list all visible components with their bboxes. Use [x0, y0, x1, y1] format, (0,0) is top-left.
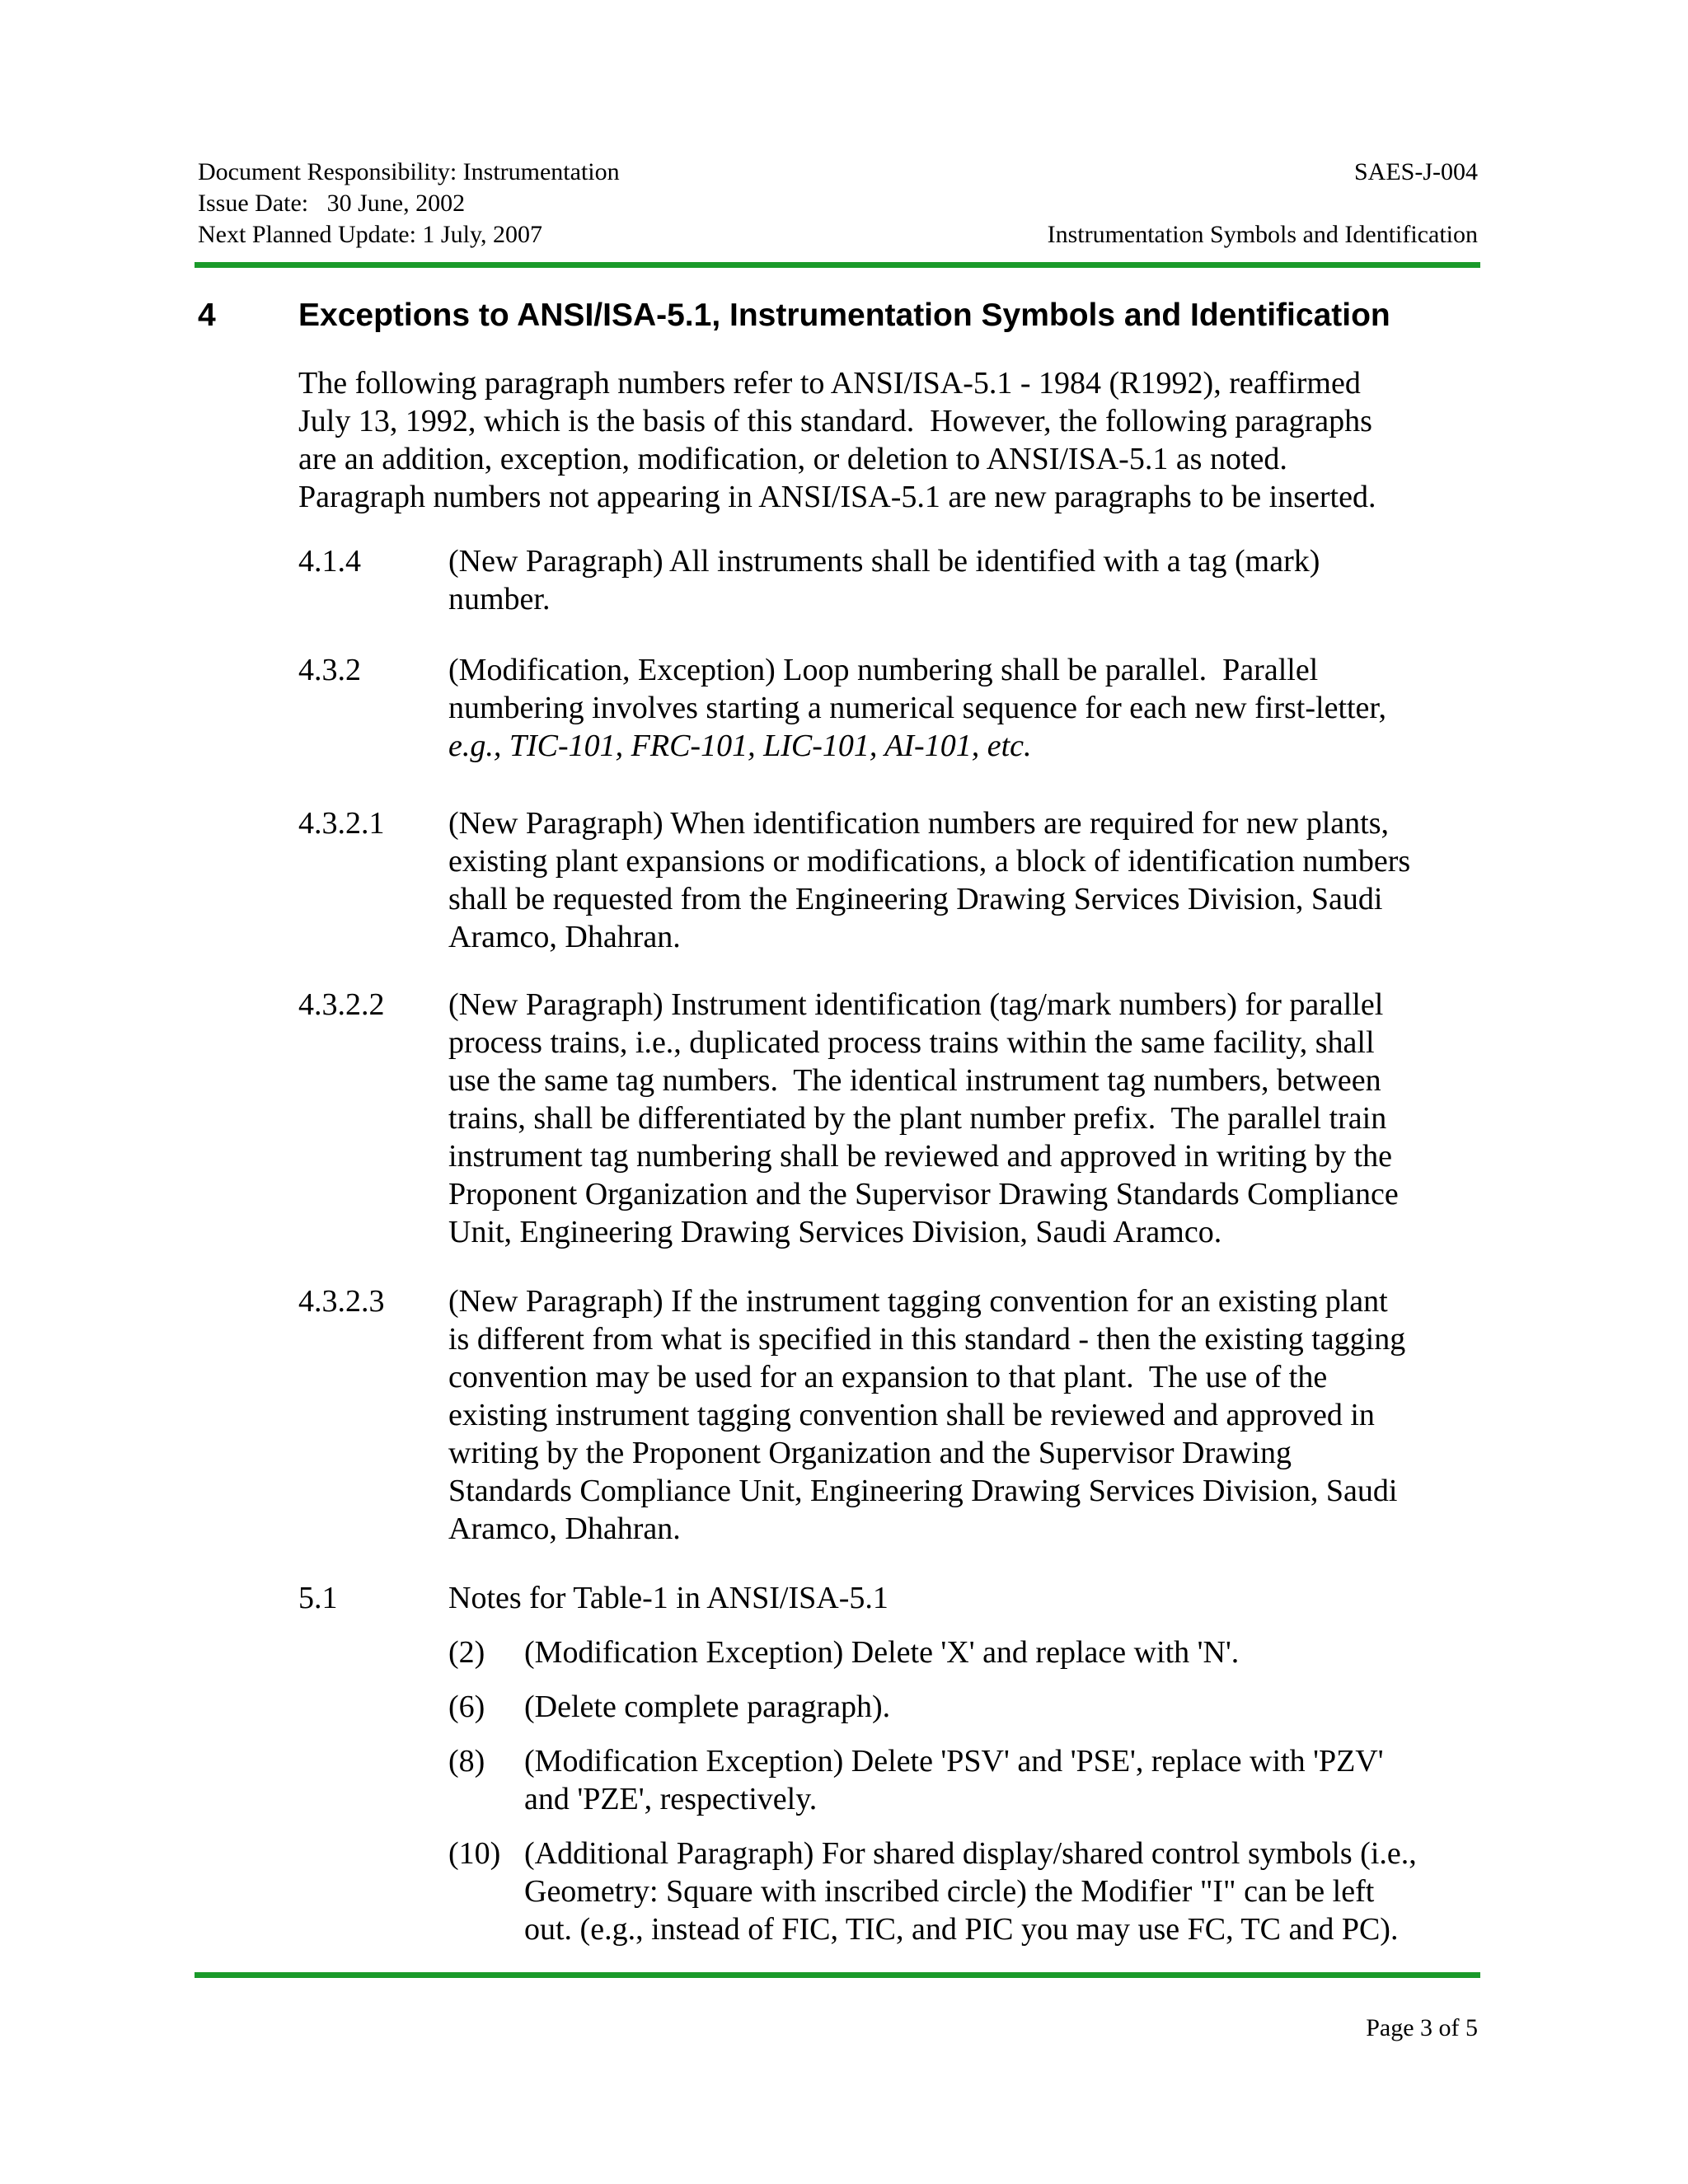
section-title: Exceptions to ANSI/ISA-5.1, Instrumentation Symbols and Identification — [298, 298, 1390, 333]
paragraph-text — [448, 986, 1495, 1251]
paragraph-number: 4.3.2.2 — [298, 987, 385, 1022]
paragraph-line: Standards Compliance Unit, Engineering Drawing Services Division, Saudi — [448, 1474, 1398, 1508]
paragraph-text — [448, 542, 1495, 618]
paragraph-line: use the same tag numbers. The identical instrument tag numbers, between — [448, 1063, 1381, 1098]
note-number: (8) — [448, 1744, 485, 1779]
paragraph-line: existing plant expansions or modifications, a block of identification numbers — [448, 844, 1411, 879]
paragraph-line: Unit, Engineering Drawing Services Division, Saudi Aramco. — [448, 1215, 1222, 1249]
paragraph-line: (New Paragraph) Instrument identification (tag/mark numbers) for parallel — [448, 987, 1384, 1022]
paragraph-text — [448, 804, 1495, 956]
note-line: (Modification Exception) Delete 'PSV' and 'PSE', replace with 'PZV' — [524, 1744, 1384, 1779]
note-text — [524, 1633, 1489, 1671]
header-rule — [195, 262, 1480, 268]
paragraph-line: is different from what is specified in this standard - then the existing tagging — [448, 1322, 1406, 1357]
paragraph-line: numbering involves starting a numerical sequence for each new first-letter, — [448, 691, 1387, 725]
doc-title: Instrumentation Symbols and Identification — [1047, 221, 1478, 248]
paragraph-line: (New Paragraph) When identification numbers are required for new plants, — [448, 806, 1389, 841]
paragraph-line: Aramco, Dhahran. — [448, 920, 681, 954]
intro-line: Paragraph numbers not appearing in ANSI/ISA-5.1 are new paragraphs to be inserted. — [298, 480, 1376, 514]
note-text — [524, 1835, 1489, 1948]
paragraph-text — [448, 1579, 1495, 1617]
paragraph-line: (New Paragraph) If the instrument tagging convention for an existing plant — [448, 1284, 1388, 1319]
paragraph-text — [448, 1282, 1495, 1548]
paragraph-line: shall be requested from the Engineering Drawing Services Division, Saudi — [448, 882, 1383, 916]
paragraph-number: 4.3.2 — [298, 653, 361, 687]
note-text — [524, 1688, 1489, 1726]
paragraph-line: Proponent Organization and the Supervisor Drawing Standards Compliance — [448, 1177, 1399, 1212]
paragraph-line: writing by the Proponent Organization and the Supervisor Drawing — [448, 1436, 1292, 1470]
paragraph-line: (Modification, Exception) Loop numbering shall be parallel. Parallel — [448, 653, 1319, 687]
note-line: (Additional Paragraph) For shared display/shared control symbols (i.e., — [524, 1836, 1417, 1871]
next-planned-update: Next Planned Update: 1 July, 2007 — [198, 221, 542, 248]
paragraph-line: instrument tag numbering shall be reviewed and approved in writing by the — [448, 1139, 1392, 1174]
paragraph-line: convention may be used for an expansion to that plant. The use of the — [448, 1360, 1328, 1394]
paragraph-line: Aramco, Dhahran. — [448, 1511, 681, 1546]
intro-line: July 13, 1992, which is the basis of this standard. However, the following paragraphs — [298, 404, 1372, 438]
paragraph-number: 4.3.2.3 — [298, 1284, 385, 1319]
intro-line: are an addition, exception, modification, or deletion to ANSI/ISA-5.1 as noted. — [298, 442, 1287, 476]
note-line: Geometry: Square with inscribed circle) the Modifier "I" can be left — [524, 1874, 1375, 1909]
paragraph-text — [448, 651, 1495, 765]
issue-date: Issue Date: 30 June, 2002 — [198, 190, 466, 217]
paragraph-number: 5.1 — [298, 1581, 338, 1615]
paragraph-number: 4.3.2.1 — [298, 806, 385, 841]
paragraph-number: 4.1.4 — [298, 544, 361, 579]
note-number: (6) — [448, 1690, 485, 1724]
note-line: out. (e.g., instead of FIC, TIC, and PIC you may use FC, TC and PC). — [524, 1912, 1399, 1947]
doc-responsibility: Document Responsibility: Instrumentation — [198, 158, 620, 185]
note-line: (Delete complete paragraph). — [524, 1690, 891, 1724]
paragraph-line: existing instrument tagging convention shall be reviewed and approved in — [448, 1398, 1375, 1432]
paragraph-line: trains, shall be differentiated by the plant number prefix. The parallel train — [448, 1101, 1387, 1136]
paragraph-line: process trains, i.e., duplicated process trains within the same facility, shall — [448, 1025, 1375, 1060]
section-intro — [298, 364, 1485, 516]
header-left — [198, 157, 620, 251]
paragraph-example-line: e.g., TIC-101, FRC-101, LIC-101, AI-101, etc. — [448, 729, 1032, 763]
note-number: (2) — [448, 1635, 485, 1670]
paragraph-line: (New Paragraph) All instruments shall be identified with a tag (mark) — [448, 544, 1320, 579]
page-number: Page 3 of 5 — [1366, 2014, 1478, 2041]
paragraph-line: number. — [448, 582, 551, 616]
note-line: (Modification Exception) Delete 'X' and replace with 'N'. — [524, 1635, 1240, 1670]
section-number: 4 — [198, 298, 216, 333]
note-line: and 'PZE', respectively. — [524, 1782, 818, 1816]
note-text — [524, 1742, 1489, 1818]
footer-rule — [195, 1972, 1480, 1978]
paragraph-line: Notes for Table-1 in ANSI/ISA-5.1 — [448, 1581, 889, 1615]
doc-number: SAES-J-004 — [1353, 158, 1478, 185]
note-number: (10) — [448, 1836, 501, 1871]
intro-line: The following paragraph numbers refer to ANSI/ISA-5.1 - 1984 (R1992), reaffirmed — [298, 366, 1361, 401]
